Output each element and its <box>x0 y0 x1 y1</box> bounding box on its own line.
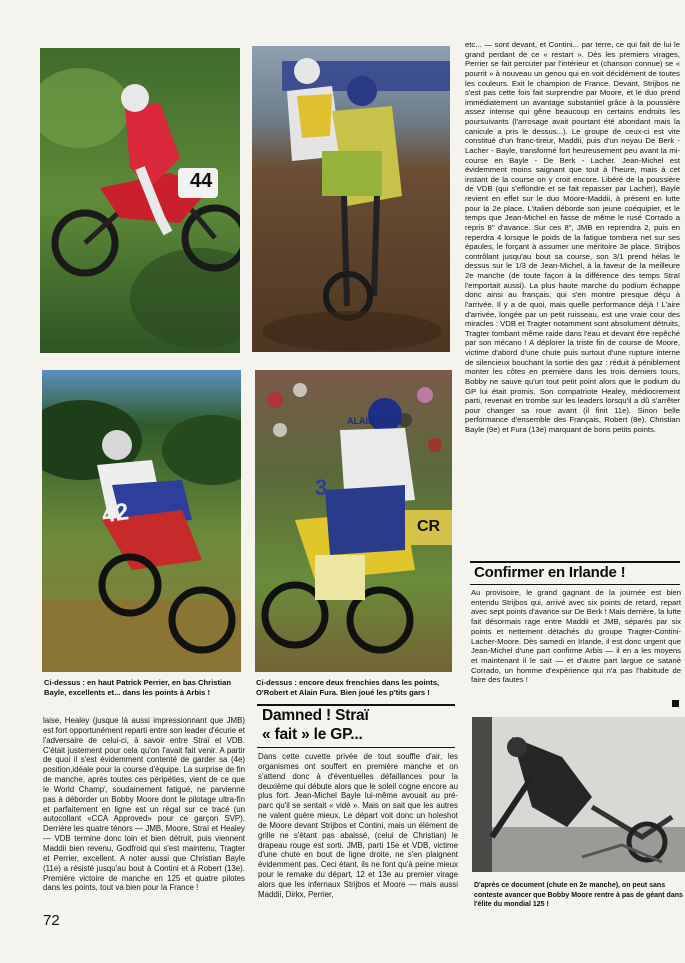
heading-rule-bottom <box>257 747 455 748</box>
article-column-3b-text: Au provisoire, le grand gagnant de la journée est bien entendu Strijbos qui, arrivé avec six points de retard, repart avec sept points d'avance sur De Berk ! Mais derrière, la lutte fait désormais rage entre Maddii et JMB, séparés par six points et nettement détachés du groupe Tragter-Contini-Lacher-Moore. Dès samedi en Irlande, il est donc urgent que Jean-Michel d'une part confirme Arbis — il en a les moyens et maintenant il le sait — et d'autre part largue ce satané Corrado, un homme d'expérience qui n'a pas l'habitude de faire des fautes ! <box>471 588 681 685</box>
heading2-rule-bottom <box>470 584 680 585</box>
bike-number-44: 44 <box>190 170 213 192</box>
photo-race-pack <box>252 46 450 352</box>
end-of-article-mark <box>672 700 679 707</box>
photo-moore-crash <box>472 717 685 872</box>
caption-moore-crash: D'après ce document (chute en 2e manche), on peut sans conteste avancer que Bobby Moore rentre à pas de géant dans l'élite du mondial 125 ! <box>474 882 683 908</box>
photo-perrier <box>40 48 240 353</box>
bike-number-42: 42 <box>100 498 131 529</box>
article-column-2-text: Dans cette cuvette privée de tout souffle d'air, les organismes ont souffert en première manche et on s'attend donc à d'éventuelles défaillances pour la deuxième qui débute alors que le soleil cogne encore au plus fort. Jean-Michel Bayle lui-même avouait au pré-parc qu'il se sentait « vidé ». Mais on sait que les autres ne valent guère mieux. Le départ voit donc un holeshot de Moore devant Strijbos et Contini, mais un élément de grille ne s'étant pas abaissé, (celui de Christian) le drapeau rouge est sorti. JMB, parti 15e et VDB, victime d'une chute en bout de ligne droite, ne s'en plaignent évidemment pas. Ceci étant, ils ne font qu'à peine mieux pour le remake du départ, 12 et 13e au premier virage alors que les infernaux Strijbos et Moore — mais aussi Maddii, Dirkx, Perrier, <box>258 752 458 899</box>
article-column-1 <box>43 716 245 893</box>
heading-confirmer-irlande: Confirmer en Irlande ! <box>474 564 626 581</box>
caption-robert-fura: Ci-dessus : encore deux frenchies dans les points, O'Robert et Alain Fura. Bien joué les p'tits gars ! <box>256 678 440 697</box>
article-column-3b <box>471 588 681 685</box>
heading-damned-strai-line-2: « fait » le GP... <box>262 726 363 743</box>
banner-text: CR <box>417 518 441 535</box>
article-column-3-text: etc... — sont devant, et Contini... par terre, ce qui fait de lui le grand perdant de ce « restart ». Dès les premiers virages, Perrier se fait percuter par l'intérieur et (chanson connue) se « pourrit » à nouveau un genou qui en voit décidément de toutes les couleurs. Exit le champion de France. Devant, Strijbos ne s'est pas cette fois fait surprendre par Moore, et le duo prend immédiatement un avantage substantiel grâce à la poussière assez intense qui gêne beaucoup en certains endroits les poursuivants (l'arrosage avait pourtant été abondant mais la canicule a pris le dessus...). Le groupe de ceux-ci est vite constitué d'un franc-tireur, Maddii, puis d'un noyau De Berk - Lacher - Bayle, transformé fort heureusement peu avant la mi-course en Bayle - De Berk - Lacher. Jean-Michel est évidemment moins saignant que tout à l'heure, mais à cet instant de la course on y croit encore. Libéré de la poussière de VDB (qui s'effondre et se fait repasser par Lacher), Bayle revient en effet sur le duo Moore-Maddii, à présent en lutte pour la 2e place. L'italien déborde son jeune coéquipier, et le temps que Jean-Michel en fasse de même le rusé Corrado a repris 8" d'avance. Sur ces 8", JMB en reprendra 2, puis en reperdra 4 lorsque le poids de la fatigue tombera net sur ses épaules, le forçant à assumer une méritoire 3e place. Strijbos contrôlant jusqu'au bout sa course, son 3/1 prend hélas le dessus sur le 1/3 de Jean-Michel, à la faveur de la meilleure 2e manche (de toute façon à la différence des temps Straï l'emportait aussi). La plus haute marche du podium échappe donc ainsi au français, qui s'en montre presque déçu à l'arrivée. Il y a de quoi, mais quelle performance déjà ! L'aire d'arrivée, longée par un petit ruisseau, est une vraie cour des miracles : VDB et Tragter notamment sont absolument détruits, Tragter tombant même raide dans l'eau et devant être repêché par son mécano ! A déplorer la triste fin de course de Moore, victime d'abord d'une chute puis surtout d'une rupture interne de silencieux bouchant la sortie des gaz : réduit à péniblement monter les côtes en première dans les trois derniers tours, Bobby ne sauve qu'un tout petit point alors que le podium du GP lui était promis. Son compatriote Healey, médiocrement parti, revenait en trombe sur les leaders lorsqu'il a dû s'arrêter pour changer sa roue avant (il finit 11e). Sinon belle performance d'ensemble des Français, Robert (8e), Christian Bayle (9e) et Fura (13e) marquant de bons petits points. <box>465 40 680 434</box>
rider-jersey-label: ALAIN FURA <box>347 416 402 426</box>
article-column-1-text: laise, Healey (jusque là aussi impressionnant que JMB) est fort opportunément reparti entre son leader d'écurie et l'adversaire de celui-ci, à savoir entre Straï et VDB. C'était justement pour cela qu'on l'avait fait venir. A partir de quoi il s'est évidemment contenté de garder sa (4e) position,idéale pour la course d'équipe. La surprise de fin de manche, après toutes ces péripéties, vient de ce que le World Champ', soudainement fatigué, ne parvienne pas à déborder un Bobby Moore dont le pilotage ultra-fin et parfaitement en ligne est un régal sur ce tracé (un autocollant «CCA Approved» pour ce garçon SVP). Derrière les quatre ténors — JMB, Moore, Straï et Healey — VDB termine donc loin et bien détruit, puis viennent Maddii bien revenu, Godfroid qui s'est maintenu, Tragter et Perrier, excellent. A noter aussi que Christian Bayle (11e) a résisté jusqu'au bout à Contini et à Robert (13e). Première victoire de manche en 125 et quatre pilotes dans les points, tout va bien pour la France ! <box>43 716 245 893</box>
heading-damned-strai <box>262 706 452 744</box>
bike-number-3: 3 <box>315 475 328 500</box>
heading-damned-strai-line-1: Damned ! Straï <box>262 707 369 724</box>
photo-fura <box>255 370 452 672</box>
page-number: 72 <box>43 912 60 929</box>
article-column-2 <box>258 752 458 900</box>
article-column-3 <box>465 40 680 435</box>
photo-bayle <box>42 370 241 672</box>
caption-perrier-bayle: Ci-dessus : en haut Patrick Perrier, en bas Christian Bayle, excellents et... dans les points à Arbis ! <box>44 678 231 697</box>
